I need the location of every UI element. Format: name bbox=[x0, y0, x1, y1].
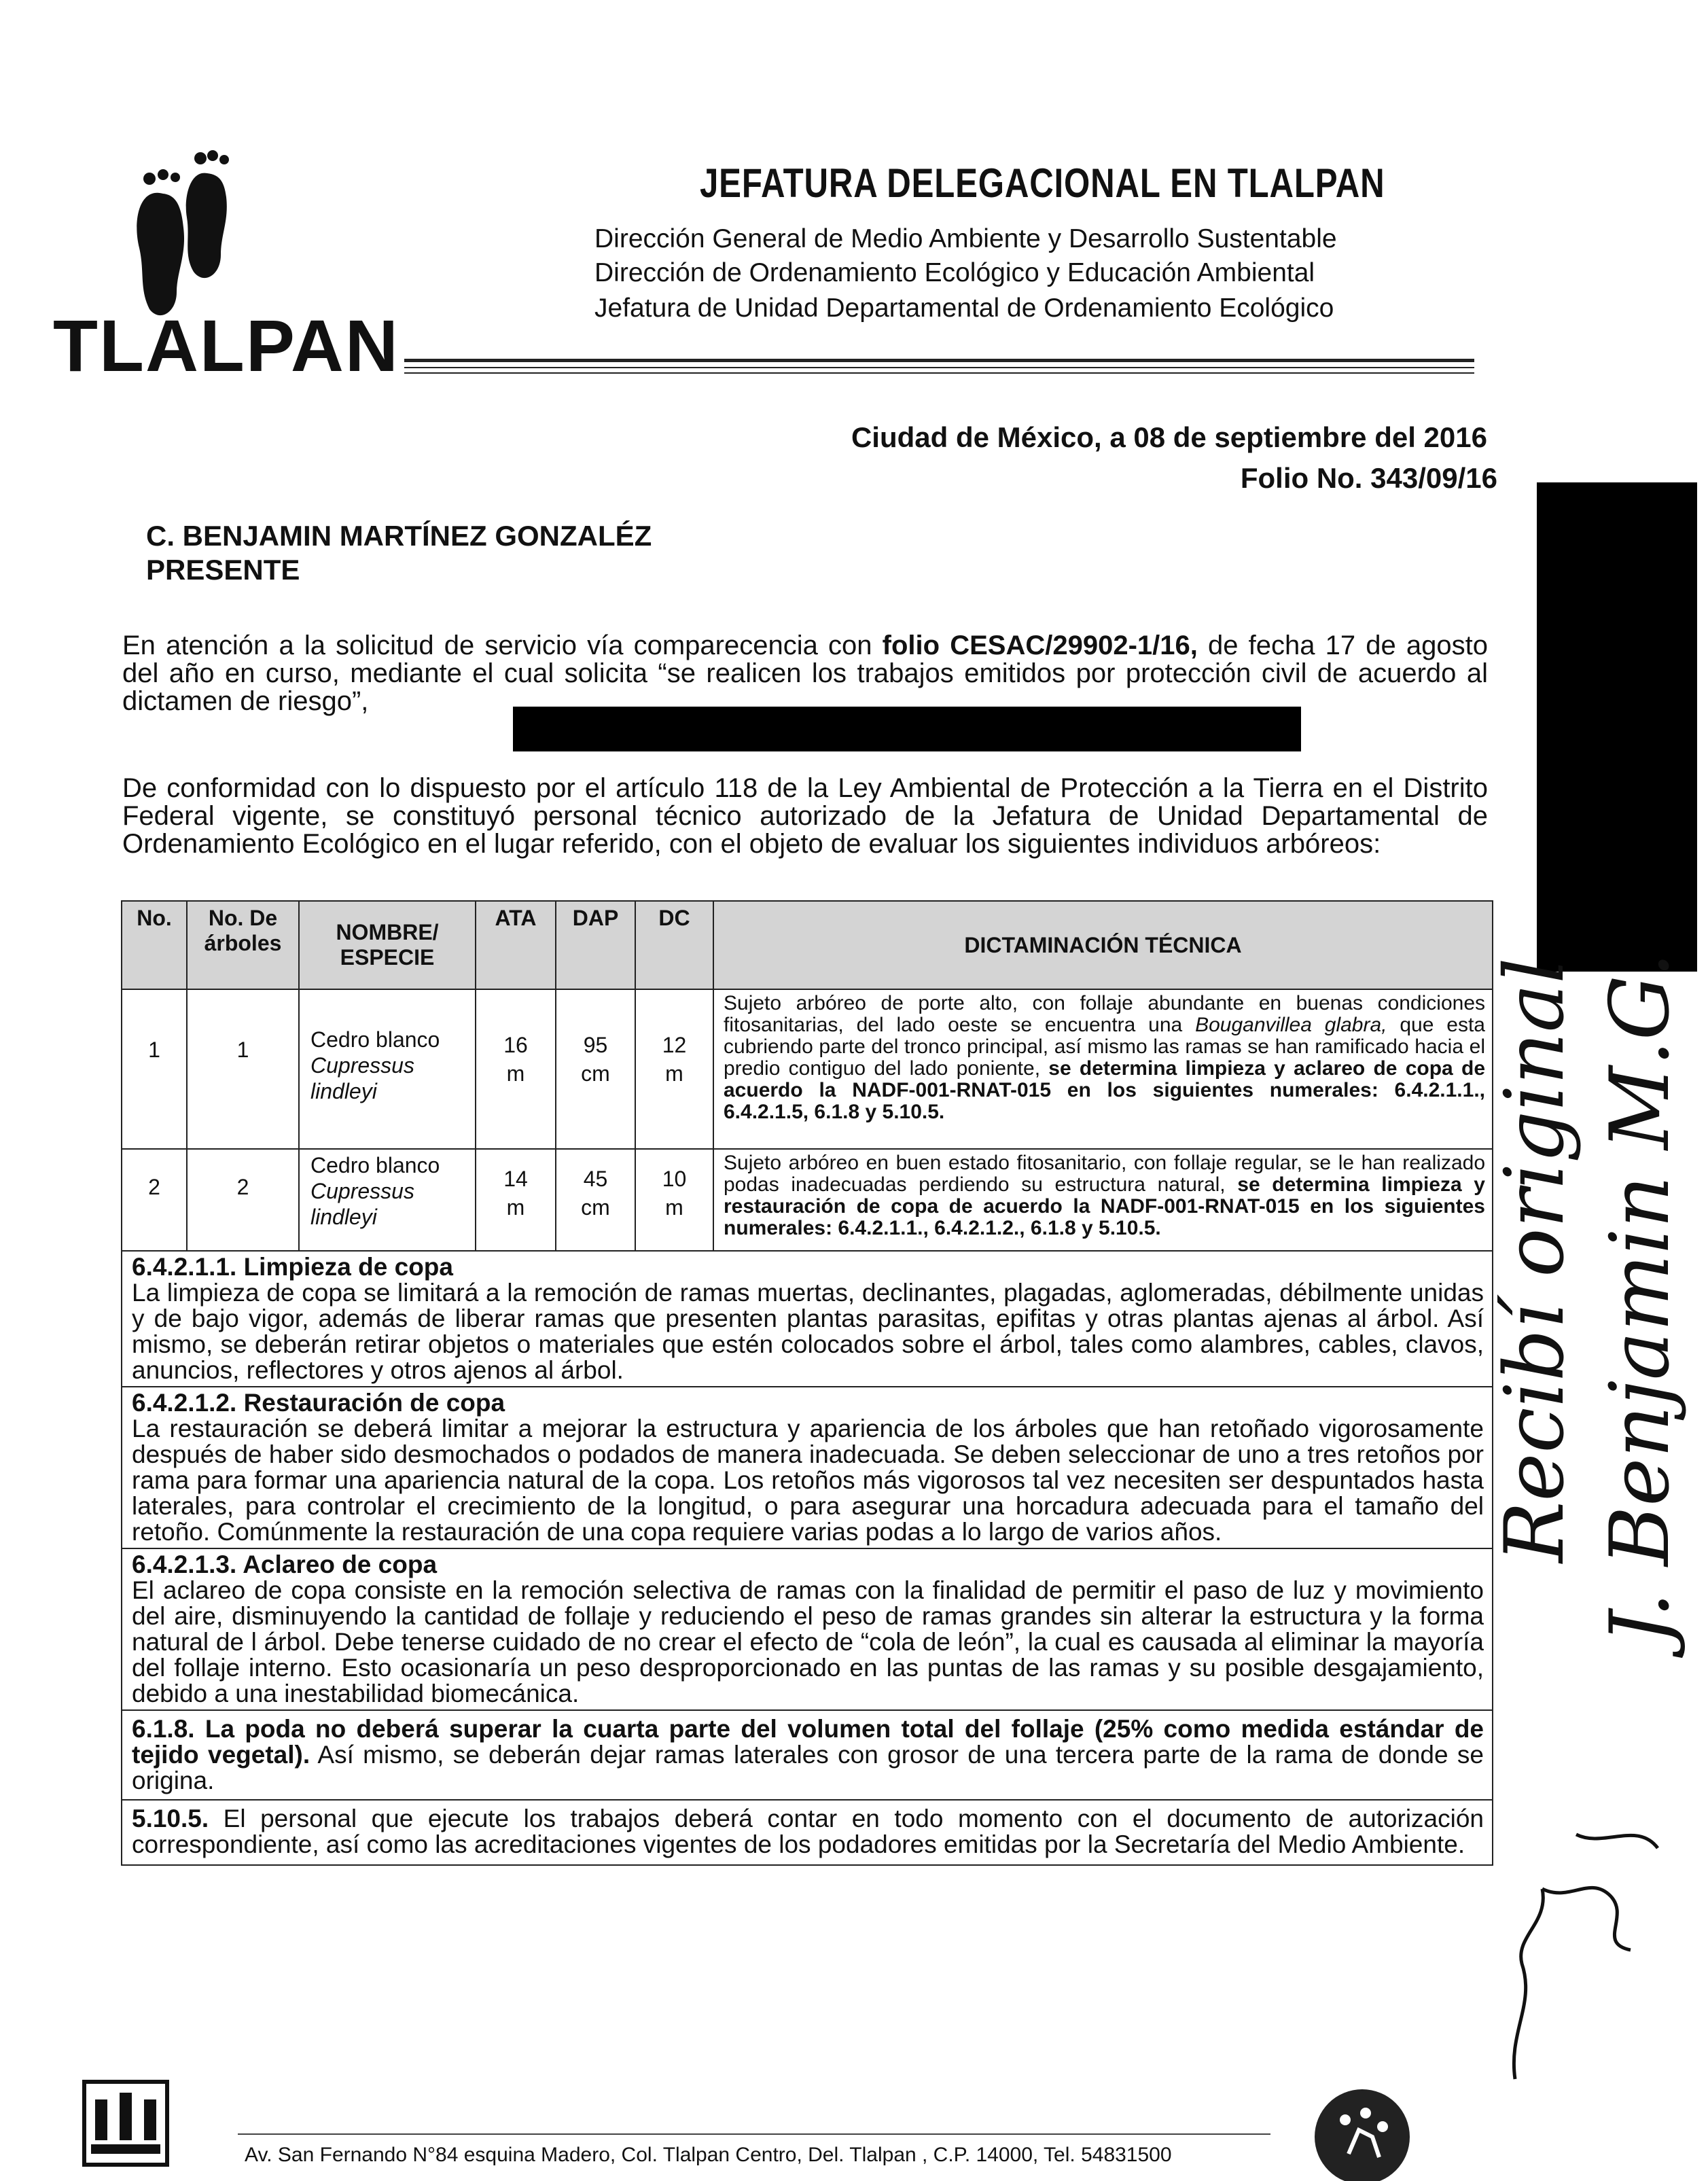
cell-dap: 45 cm bbox=[556, 1149, 635, 1251]
redaction-block-right bbox=[1537, 482, 1697, 972]
cell-dictamen: Sujeto arbóreo de porte alto, con follaje abundante en buenas condiciones fitosanitarias, del lado oeste se encuentra una Bouganvillea glabra, que esta cubriendo parte del tronco principal, así mismo las ramas se han ramificado hacia el predio contiguo del lado poniente, se determina limpieza y aclareo de copa de acuerdo la NADF-001-RNAT-015 en los siguientes numerales: 6.4.2.1.1., 6.4.2.1.5, 6.1.8 y 5.10.5. bbox=[713, 989, 1493, 1149]
header-line-3: Jefatura de Unidad Departamental de Ordenamiento Ecológico bbox=[594, 294, 1334, 323]
cell-dictamen: Sujeto arbóreo en buen estado fitosanitario, con follaje regular, se le han realizado podas inadecuadas perdiendo su estructura natural, se determina limpieza y restauración de copa de acuerdo la NADF-001-RNAT-015 en los siguientes numerales: 6.4.2.1.1., 6.4.2.1.2., 6.1.8 y 5.10.5. bbox=[713, 1149, 1493, 1251]
tree-assessment-table bbox=[121, 900, 1493, 1866]
col-header-ata: ATA bbox=[476, 901, 556, 989]
redaction-block-inline bbox=[513, 707, 1301, 751]
page-title: JEFATURA DELEGACIONAL EN TLALPAN bbox=[700, 160, 1385, 206]
cesac-folio: folio CESAC/29902-1/16, bbox=[882, 631, 1198, 660]
cell-ata: 14 m bbox=[476, 1149, 556, 1251]
cell-no: 1 bbox=[122, 989, 187, 1149]
header-line-1: Dirección General de Medio Ambiente y Desarrollo Sustentable bbox=[594, 224, 1337, 253]
section-restauracion-copa: 6.4.2.1.2. Restauración de copa La restauración se deberá limitar a mejorar la estructura y apariencia de los árboles que han retoñado vigorosamente después de haber sido desmochados o podados de manera inadecuada. Se deben seleccionar de uno a tres retoños por rama para formar una apariencia natural de la copa. Los retoños más vigorosos tal vez necesiten ser despuntados hasta laterales, para controlar el crecimiento de la longitud, o para asegurar una horcadura adecuada para el tamaño del retoño. Comúnmente la restauración de una copa requiere varias podas a lo largo de varios años. bbox=[122, 1387, 1493, 1548]
handwritten-receipt: Recibí original bbox=[1488, 957, 1582, 1563]
col-header-nombre: NOMBRE/ ESPECIE bbox=[299, 901, 476, 989]
section-limpieza-copa: 6.4.2.1.1. Limpieza de copa La limpieza de copa se limitará a la remoción de ramas muertas, declinantes, plagadas, aglomeradas, débilmente unidas y de bajo vigor, además de liberar ramas que presenten plantas parasitas, epifitas y otras plantas ajenas al árbol. Así mismo, se deberán retirar objetos o materiales que estén colocados sobre el árbol, tales como alambres, cables, clavos, anuncios, reflectores y otros ajenos al árbol. bbox=[122, 1251, 1493, 1387]
addressee-name: C. BENJAMIN MARTÍNEZ GONZALÉZ bbox=[146, 520, 652, 552]
table-row bbox=[122, 1149, 1493, 1251]
col-header-arboles: No. De árboles bbox=[187, 901, 299, 989]
col-header-no: No. bbox=[122, 901, 187, 989]
addressee-salutation: PRESENTE bbox=[146, 554, 300, 586]
intro-paragraph: En atención a la solicitud de servicio vía comparecencia con folio CESAC/29902-1/16, de fecha 17 de agosto del año en curso, mediante el cual solicita “se realicen los trabajos emitidos por protección civil de acuerdo al dictamen de riesgo”, bbox=[122, 631, 1489, 716]
legal-paragraph: De conformidad con lo dispuesto por el artículo 118 de la Ley Ambiental de Protección a la Tierra en el Distrito Federal vigente, se constituyó personal técnico autorizado de la Jefatura de Unidad Departamental de Ordenamiento Ecológico en el lugar referido, con el objeto de evaluar los siguientes individuos arbóreos: bbox=[122, 773, 1488, 859]
city-date: Ciudad de México, a 08 de septiembre del 2016 bbox=[851, 421, 1487, 453]
cell-dc: 12 m bbox=[635, 989, 713, 1149]
section-personal-autorizacion: 5.10.5. El personal que ejecute los trabajos deberá contar en todo momento con el documento de autorización correspondiente, así como las acreditaciones vigentes de los podadores emitidas por la Secretaría del Medio Ambiente. bbox=[122, 1800, 1493, 1865]
col-header-dictaminacion: DICTAMINACIÓN TÉCNICA bbox=[713, 901, 1493, 989]
cell-species: Cedro blanco Cupressus lindleyi bbox=[299, 989, 476, 1149]
header-divider-thin-1 bbox=[404, 367, 1474, 368]
handwritten-name: J. Benjamin M.G. bbox=[1593, 952, 1688, 1644]
header-divider-thin-2 bbox=[404, 372, 1474, 374]
col-header-dap: DAP bbox=[556, 901, 635, 989]
header-line-2: Dirección de Ordenamiento Ecológico y Educación Ambiental bbox=[594, 258, 1315, 287]
cell-species: Cedro blanco Cupressus lindleyi bbox=[299, 1149, 476, 1251]
footer-logo-right bbox=[1311, 2079, 1413, 2181]
col-header-dc: DC bbox=[635, 901, 713, 989]
footer-address: Av. San Fernando N°84 esquina Madero, Col. Tlalpan Centro, Del. Tlalpan , C.P. 14000, Tel. 54831500 bbox=[245, 2144, 1172, 2166]
cell-no: 2 bbox=[122, 1149, 187, 1251]
folio-number: Folio No. 343/09/16 bbox=[1240, 462, 1497, 494]
cell-dc: 10 m bbox=[635, 1149, 713, 1251]
section-aclareo-copa: 6.4.2.1.3. Aclareo de copa El aclareo de copa consiste en la remoción selectiva de ramas con la finalidad de permitir el paso de luz y movimiento del aire, disminuyendo la cantidad de follaje y reduciendo el peso de ramas grandes sin alterar la estructura y la forma natural de l árbol. Debe tenerse cuidado de no crear el efecto de “cola de león”, la cual es causada al eliminar la mayoría del follaje interno. Esto ocasionaría un peso desproporcionado en las puntas de las ramas y su posible desgajamiento, debido a una inestabilidad biomecánica. bbox=[122, 1548, 1493, 1710]
cell-arboles: 2 bbox=[187, 1149, 299, 1251]
cell-arboles: 1 bbox=[187, 989, 299, 1149]
footer-logo-left bbox=[82, 2079, 170, 2167]
header-divider-thick bbox=[404, 359, 1474, 362]
logo-wordmark: TLALPAN bbox=[53, 304, 399, 387]
table-row bbox=[122, 989, 1493, 1149]
cell-ata: 16 m bbox=[476, 989, 556, 1149]
handwritten-signature bbox=[1495, 1807, 1671, 2093]
footer-divider bbox=[238, 2133, 1270, 2135]
section-poda-limite: 6.1.8. La poda no deberá superar la cuarta parte del volumen total del follaje (25% como medida estándar de tejido vegetal). Así mismo, se deberán dejar ramas laterales con grosor de una tercera parte de la rama de donde se origina. bbox=[122, 1710, 1493, 1800]
cell-dap: 95 cm bbox=[556, 989, 635, 1149]
